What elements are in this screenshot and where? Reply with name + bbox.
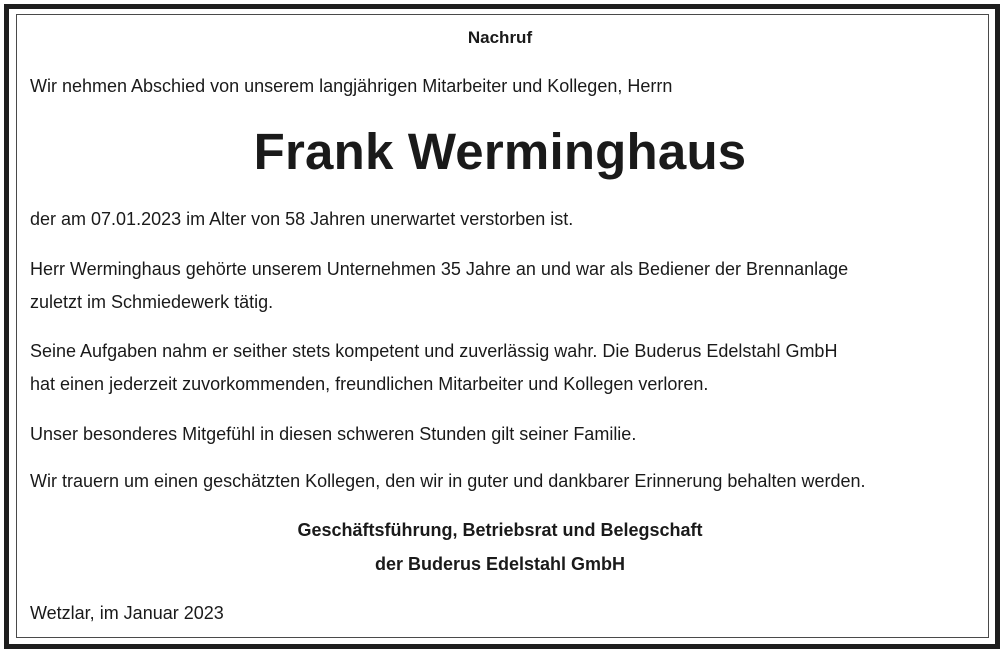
deceased-name: Frank Werminghaus xyxy=(253,123,747,180)
notice-heading: Nachruf xyxy=(467,28,533,47)
paragraph-line: zuletzt im Schmiedewerk tätig. xyxy=(30,292,274,312)
signature-line: der Buderus Edelstahl GmbH xyxy=(374,554,626,574)
paragraph-line: Herr Werminghaus gehörte unserem Unternehmen 35 Jahre an und war als Bediener der Brennanlage xyxy=(30,259,849,279)
signature-line: Geschäftsführung, Betriebsrat und Belegschaft xyxy=(297,520,703,540)
paragraph-line: Wir trauern um einen geschätzten Kollegen, den wir in guter und dankbarer Erinnerung behalten werden. xyxy=(30,471,866,491)
paragraph-line: hat einen jederzeit zuvorkommenden, freundlichen Mitarbeiter und Kollegen verloren. xyxy=(30,374,709,394)
place-date: Wetzlar, im Januar 2023 xyxy=(30,603,224,623)
paragraph-line: Unser besonderes Mitgefühl in diesen schweren Stunden gilt seiner Familie. xyxy=(30,424,637,444)
paragraph-line: Seine Aufgaben nahm er seither stets kompetent und zuverlässig wahr. Die Buderus Edelstahl GmbH xyxy=(30,341,838,361)
intro-text: Wir nehmen Abschied von unserem langjährigen Mitarbeiter und Kollegen, Herrn xyxy=(30,76,673,96)
death-line: der am 07.01.2023 im Alter von 58 Jahren unerwartet verstorben ist. xyxy=(30,209,574,229)
